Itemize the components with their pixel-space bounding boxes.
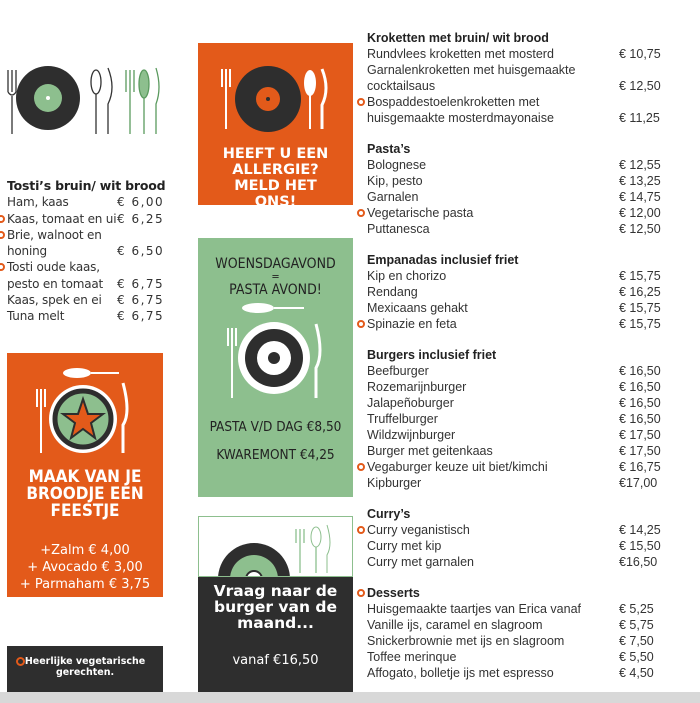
item-name: Wildzwijnburger bbox=[367, 428, 456, 442]
menu-item bbox=[367, 443, 667, 459]
item-price: € 4,50 bbox=[619, 666, 654, 680]
item-price: € 16,75 bbox=[619, 460, 661, 474]
item-name: Snickerbrownie met ijs en slagroom bbox=[367, 634, 565, 648]
item-name: Huisgemaakte taartjes van Erica vanaf bbox=[367, 602, 581, 616]
item-price: €16,50 bbox=[619, 555, 658, 569]
burger-month-price: vanaf €16,50 bbox=[232, 653, 319, 668]
section-title bbox=[367, 585, 667, 601]
item-name: Curry veganistisch bbox=[367, 523, 470, 537]
menu-item bbox=[367, 189, 667, 205]
section-title bbox=[367, 141, 667, 157]
menu-item bbox=[367, 395, 667, 411]
item-name: Spinazie en feta bbox=[367, 317, 457, 331]
veg-icon bbox=[0, 263, 5, 271]
menu-section bbox=[367, 30, 667, 126]
item-name: Bospaddestoelenkroketten met huisgemaakte mosterdmayonaise bbox=[367, 95, 554, 125]
item-name: Vegetarische pasta bbox=[367, 206, 474, 220]
item-name: Tosti oude kaas, pesto en tomaat bbox=[7, 260, 104, 291]
kwaremont-price: KWAREMONT €4,25 bbox=[216, 447, 335, 463]
menu-item bbox=[7, 194, 167, 210]
item-name: Garnalenkroketten met huisgemaakte cocktailsaus bbox=[367, 63, 576, 93]
veg-note-text: Heerlijke vegetarische gerechten. bbox=[24, 656, 146, 678]
item-price: € 16,50 bbox=[619, 364, 661, 378]
menu-item bbox=[367, 633, 667, 649]
item-price: € 6,25 bbox=[117, 211, 165, 226]
item-name: Burger met geitenkaas bbox=[367, 444, 493, 458]
plate-gear-icon bbox=[198, 298, 353, 413]
menu-item bbox=[7, 211, 167, 227]
item-name: Puttanesca bbox=[367, 222, 430, 236]
item-name: Beefburger bbox=[367, 364, 429, 378]
section-title bbox=[367, 506, 667, 522]
menu-item bbox=[367, 363, 667, 379]
item-price: € 12,55 bbox=[619, 158, 661, 172]
item-price: € 6,00 bbox=[117, 195, 165, 210]
plate-cutlery-icon bbox=[198, 43, 353, 138]
menu-section bbox=[367, 585, 667, 681]
item-name: Jalapeñoburger bbox=[367, 396, 454, 410]
veg-icon bbox=[0, 215, 5, 223]
veg-icon bbox=[357, 463, 365, 471]
item-name: Curry met kip bbox=[367, 539, 442, 553]
item-price: € 6,75 bbox=[117, 276, 165, 291]
item-name: Toffee merinque bbox=[367, 650, 457, 664]
item-name: Kaas, spek en ei bbox=[7, 293, 102, 308]
veg-icon bbox=[16, 657, 25, 666]
pasta-night-card bbox=[198, 238, 353, 497]
menu-item bbox=[367, 665, 667, 681]
section-title-text: Desserts bbox=[367, 586, 420, 600]
allergy-text: HEEFT U EEN ALLERGIE? MELD HET ONS! bbox=[222, 146, 329, 210]
section-title bbox=[367, 252, 667, 268]
section-title-text: Empanadas inclusief friet bbox=[367, 253, 519, 267]
section-title bbox=[367, 30, 667, 46]
section-title-text: Curry’s bbox=[367, 507, 411, 521]
menu-section bbox=[367, 252, 667, 332]
item-name: Ham, kaas bbox=[7, 195, 69, 210]
item-name: Rundvlees kroketten met mosterd bbox=[367, 47, 554, 61]
promo-line: +Zalm € 4,00 bbox=[40, 543, 130, 558]
pasta-night-title: WOENSDAGAVOND bbox=[215, 256, 336, 272]
menu-item bbox=[367, 459, 667, 475]
item-price: € 12,50 bbox=[619, 222, 661, 236]
item-price: € 5,25 bbox=[619, 602, 654, 616]
gear-cutlery-icon bbox=[199, 517, 353, 577]
veg-icon bbox=[357, 209, 365, 217]
veg-note-card bbox=[7, 646, 163, 692]
menu-item bbox=[367, 205, 667, 221]
item-price: € 17,50 bbox=[619, 428, 661, 442]
item-price: € 6,75 bbox=[117, 293, 165, 308]
pasta-night-subtitle: PASTA AVOND! bbox=[229, 282, 322, 298]
item-name: Tuna melt bbox=[7, 309, 65, 324]
menu-item bbox=[7, 308, 167, 324]
menu-item bbox=[367, 427, 667, 443]
pasta-night-eq: = bbox=[271, 270, 280, 283]
item-price: € 14,25 bbox=[619, 523, 661, 537]
item-price: € 10,75 bbox=[619, 47, 661, 61]
veg-icon bbox=[0, 231, 5, 239]
item-price: € 6,75 bbox=[117, 309, 165, 324]
item-price: € 16,50 bbox=[619, 396, 661, 410]
menu-item bbox=[367, 379, 667, 395]
promo-broodje-card bbox=[7, 353, 163, 597]
item-name: Rozemarijnburger bbox=[367, 380, 467, 394]
menu-item bbox=[367, 522, 667, 538]
item-price: € 5,75 bbox=[619, 618, 654, 632]
promo-line: + Parmaham € 3,75 bbox=[19, 577, 151, 592]
menu-item bbox=[367, 268, 667, 284]
item-name: Vanille ijs, caramel en slagroom bbox=[367, 618, 543, 632]
item-price: € 17,50 bbox=[619, 444, 661, 458]
menu-item bbox=[367, 538, 667, 554]
promo-title: MAAK VAN JE BROODJE EEN FEESTJE bbox=[26, 467, 144, 521]
menu-list bbox=[367, 30, 667, 681]
veg-icon bbox=[357, 589, 365, 597]
section-title: Tosti’s bruin/ wit brood bbox=[7, 178, 166, 193]
promo-line: + Avocado € 3,00 bbox=[27, 560, 143, 575]
menu-item bbox=[367, 475, 667, 491]
menu-item bbox=[7, 292, 167, 308]
item-name: Mexicaans gehakt bbox=[367, 301, 468, 315]
menu-item bbox=[367, 94, 667, 126]
section-title-text: Pasta’s bbox=[367, 142, 411, 156]
section-title-text: Burgers inclusief friet bbox=[367, 348, 497, 362]
item-name: Curry met garnalen bbox=[367, 555, 474, 569]
menu-item bbox=[367, 300, 667, 316]
section-title-text: Kroketten met bruin/ wit brood bbox=[367, 31, 549, 45]
item-name: Garnalen bbox=[367, 190, 419, 204]
item-price: € 11,25 bbox=[619, 111, 660, 125]
item-price: € 13,25 bbox=[619, 174, 661, 188]
menu-item bbox=[7, 259, 167, 292]
item-name: Bolognese bbox=[367, 158, 427, 172]
item-price: € 12,50 bbox=[619, 79, 661, 93]
menu-item bbox=[367, 649, 667, 665]
item-price: € 15,75 bbox=[619, 301, 661, 315]
menu-section bbox=[367, 506, 667, 570]
menu-item bbox=[7, 227, 167, 260]
plate-cutlery-icon bbox=[2, 62, 162, 138]
item-price: € 5,50 bbox=[619, 650, 654, 664]
item-price: € 16,25 bbox=[619, 285, 661, 299]
menu-item bbox=[367, 554, 667, 570]
menu-section bbox=[367, 141, 667, 237]
item-price: € 15,50 bbox=[619, 539, 661, 553]
item-price: € 15,75 bbox=[619, 269, 661, 283]
item-name: Brie, walnoot en honing bbox=[7, 227, 102, 259]
veg-icon bbox=[357, 320, 365, 328]
item-name: Kipburger bbox=[367, 476, 422, 490]
item-price: €17,00 bbox=[619, 476, 658, 490]
menu-item bbox=[367, 316, 667, 332]
item-name: Truffelburger bbox=[367, 412, 438, 426]
item-price: € 6,50 bbox=[117, 244, 165, 259]
menu-item bbox=[367, 62, 667, 94]
item-price: € 12,00 bbox=[619, 206, 661, 220]
menu-item bbox=[367, 46, 667, 62]
plate-star-icon bbox=[7, 353, 163, 463]
item-price: € 16,50 bbox=[619, 380, 661, 394]
item-name: Rendang bbox=[367, 285, 418, 299]
menu-section bbox=[367, 347, 667, 491]
item-price: € 7,50 bbox=[619, 634, 654, 648]
veg-icon bbox=[357, 526, 365, 534]
item-name: Affogato, bolletje ijs met espresso bbox=[367, 666, 554, 680]
item-name: Vegaburger keuze uit biet/kimchi bbox=[367, 460, 548, 474]
menu-item bbox=[367, 157, 667, 173]
menu-item bbox=[367, 411, 667, 427]
pasta-price: PASTA V/D DAG €8,50 bbox=[209, 419, 342, 435]
item-price: € 14,75 bbox=[619, 190, 661, 204]
menu-item bbox=[367, 617, 667, 633]
item-price: € 16,50 bbox=[619, 412, 661, 426]
burger-month-banner bbox=[198, 516, 353, 577]
veg-icon bbox=[357, 98, 365, 106]
menu-item bbox=[367, 221, 667, 237]
menu-item bbox=[367, 173, 667, 189]
item-name: Kip en chorizo bbox=[367, 269, 447, 283]
item-name: Kip, pesto bbox=[367, 174, 423, 188]
menu-item bbox=[367, 284, 667, 300]
burger-month-title: Vraag naar de burger van de maand... bbox=[213, 582, 338, 632]
section-title bbox=[367, 347, 667, 363]
item-name: Kaas, tomaat en ui bbox=[7, 211, 117, 226]
tosti-section bbox=[7, 178, 167, 325]
menu-item bbox=[367, 601, 667, 617]
burger-month-card bbox=[198, 577, 353, 692]
horizontal-scrollbar[interactable] bbox=[0, 692, 700, 703]
item-price: € 15,75 bbox=[619, 317, 661, 331]
allergy-card bbox=[198, 43, 353, 210]
